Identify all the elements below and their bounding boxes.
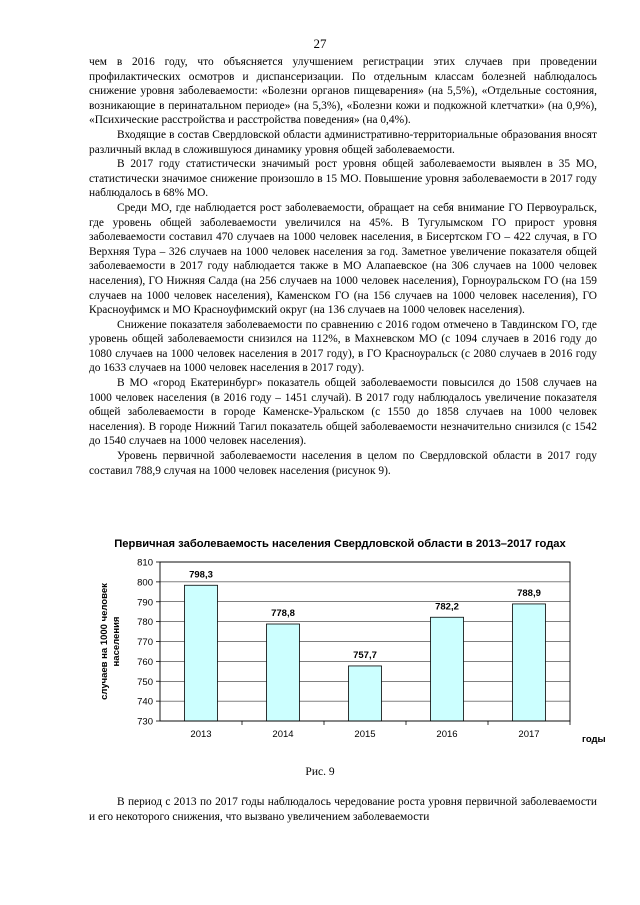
x-tick-label-2015: 2015	[354, 729, 376, 740]
paragraph-5: Снижение показателя заболеваемости по сравнению с 2016 годом отмечено в Тавдинском ГО, где уровень общей заболеваемости снизился на 112%, в Махневском МО (с 1094 случаев в 2016 году до 1080 случаев на 1000 человек населения в 2017 году), в ГО Красноуральск (с 2080 случаев в 2016 году до 1633 случаев на 1000 человек населения в 2017 году).	[89, 318, 597, 375]
value-label-2013: 798,3	[189, 569, 213, 581]
y-axis-label-line-2: населения	[111, 616, 122, 667]
chart-bars	[185, 569, 546, 721]
y-tick-label-740: 740	[137, 696, 153, 708]
x-tick-label-2016: 2016	[436, 729, 458, 740]
y-tick-label-780: 780	[137, 617, 153, 629]
y-tick-label-750: 750	[137, 676, 153, 688]
paragraph-6: В МО «город Екатеринбург» показатель общей заболеваемости повысился до 1508 случаев на 1000 человек населения (в 2016 году – 1451 случай). В 2017 году наблюдалось увеличение показателя общей заболеваемости в городе Каменске-Уральском (с 1550 до 1858 случаев на 1000 человек населения). В городе Нижний Тагил показатель общей заболеваемости незначительно снизился (с 1542 до 1540 случаев на 1000 человек населения).	[89, 377, 597, 448]
y-axis-label-line-1: случаев на 1000 человек	[99, 583, 110, 700]
y-tick-label-800: 800	[137, 577, 153, 589]
value-label-2017: 788,9	[517, 587, 541, 599]
figure-caption: Рис. 9	[305, 766, 335, 778]
paragraph-7: Уровень первичной заболеваемости населения в целом по Свердловской области в 2017 году составил 788,9 случая на 1000 человек населения (рисунок 9).	[89, 450, 597, 477]
bar-2014	[267, 624, 300, 721]
page-number: 27	[313, 36, 327, 51]
y-tick-label-730: 730	[137, 716, 153, 728]
bar-2017	[513, 604, 546, 721]
x-tick-label-2014: 2014	[272, 729, 294, 740]
x-tick-label-2017: 2017	[518, 729, 540, 740]
value-label-2016: 782,2	[435, 601, 459, 613]
y-tick-label-810: 810	[137, 557, 153, 569]
paragraph-3: В 2017 году статистически значимый рост уровня общей заболеваемости выявлен в 35 МО, статистически значимое снижение произошло в 15 МО. Повышение уровня заболеваемости в 2017 году наблюдалось в 68% МО.	[89, 158, 597, 200]
chart-title: Первичная заболеваемость населения Свердловской области в 2013–2017 годах	[114, 538, 566, 550]
x-tick-label-2013: 2013	[190, 729, 212, 740]
paragraph-4: Среди МО, где наблюдается рост заболеваемости, обращает на себя внимание ГО Первоуральск, где уровень общей заболеваемости увеличился на 45%. В Тугулымском ГО прирост уровня заболеваемости составил 470 случаев на 1000 человек населения, в Бисертском ГО – 422 случая, в ГО Верхняя Тура – 326 случаев на 1000 человек населения за год. Заметное увеличение показателя общей заболеваемости в 2017 году наблюдается также в МО Алапаевское (на 306 случаев на 1000 человек населения), ГО Нижняя Салда (на 256 случаев на 1000 человек населения), Горноуральском ГО (на 159 случаев на 1000 человек населения), Каменском ГО (на 156 случаев на 1000 человек населения), ГО Красноуфимск и МО Красноуфимский округ (на 136 случаев на 1000 человек населения).	[89, 201, 597, 317]
bar-2013	[185, 585, 218, 721]
x-axis-label: годы	[582, 734, 606, 745]
paragraph-8: В период с 2013 по 2017 годы наблюдалось чередование роста уровня первичной заболеваемости и его некоторого снижения, что вызвано увеличением заболеваемости	[89, 796, 597, 823]
y-tick-label-760: 760	[137, 656, 153, 668]
bar-2016	[431, 617, 464, 721]
body-text-continued	[89, 795, 597, 824]
paragraph-1: чем в 2016 году, что объясняется улучшением регистрации этих случаев при проведении профилактических осмотров и диспансеризации. По отдельным классам болезней наблюдалось снижение уровня заболеваемости: «Болезни органов пищеварения» (на 5,5%), «Отдельные состояния, возникающие в перинатальном периоде» (на 5,3%), «Болезни кожи и подкожной клетчатки» (на 0,9%), «Психические расстройства и расстройства поведения» (на 0,4%).	[89, 56, 597, 127]
body-text	[89, 55, 597, 478]
value-label-2014: 778,8	[271, 608, 295, 620]
bar-chart	[80, 552, 606, 752]
y-tick-label-790: 790	[137, 597, 153, 609]
paragraph-2: Входящие в состав Свердловской области административно-территориальные образования вносят различный вклад в сложившуюся динамику уровня общей заболеваемости.	[89, 128, 597, 156]
y-tick-label-770: 770	[137, 637, 153, 648]
value-label-2015: 757,7	[353, 649, 377, 661]
bar-2015	[349, 666, 382, 721]
